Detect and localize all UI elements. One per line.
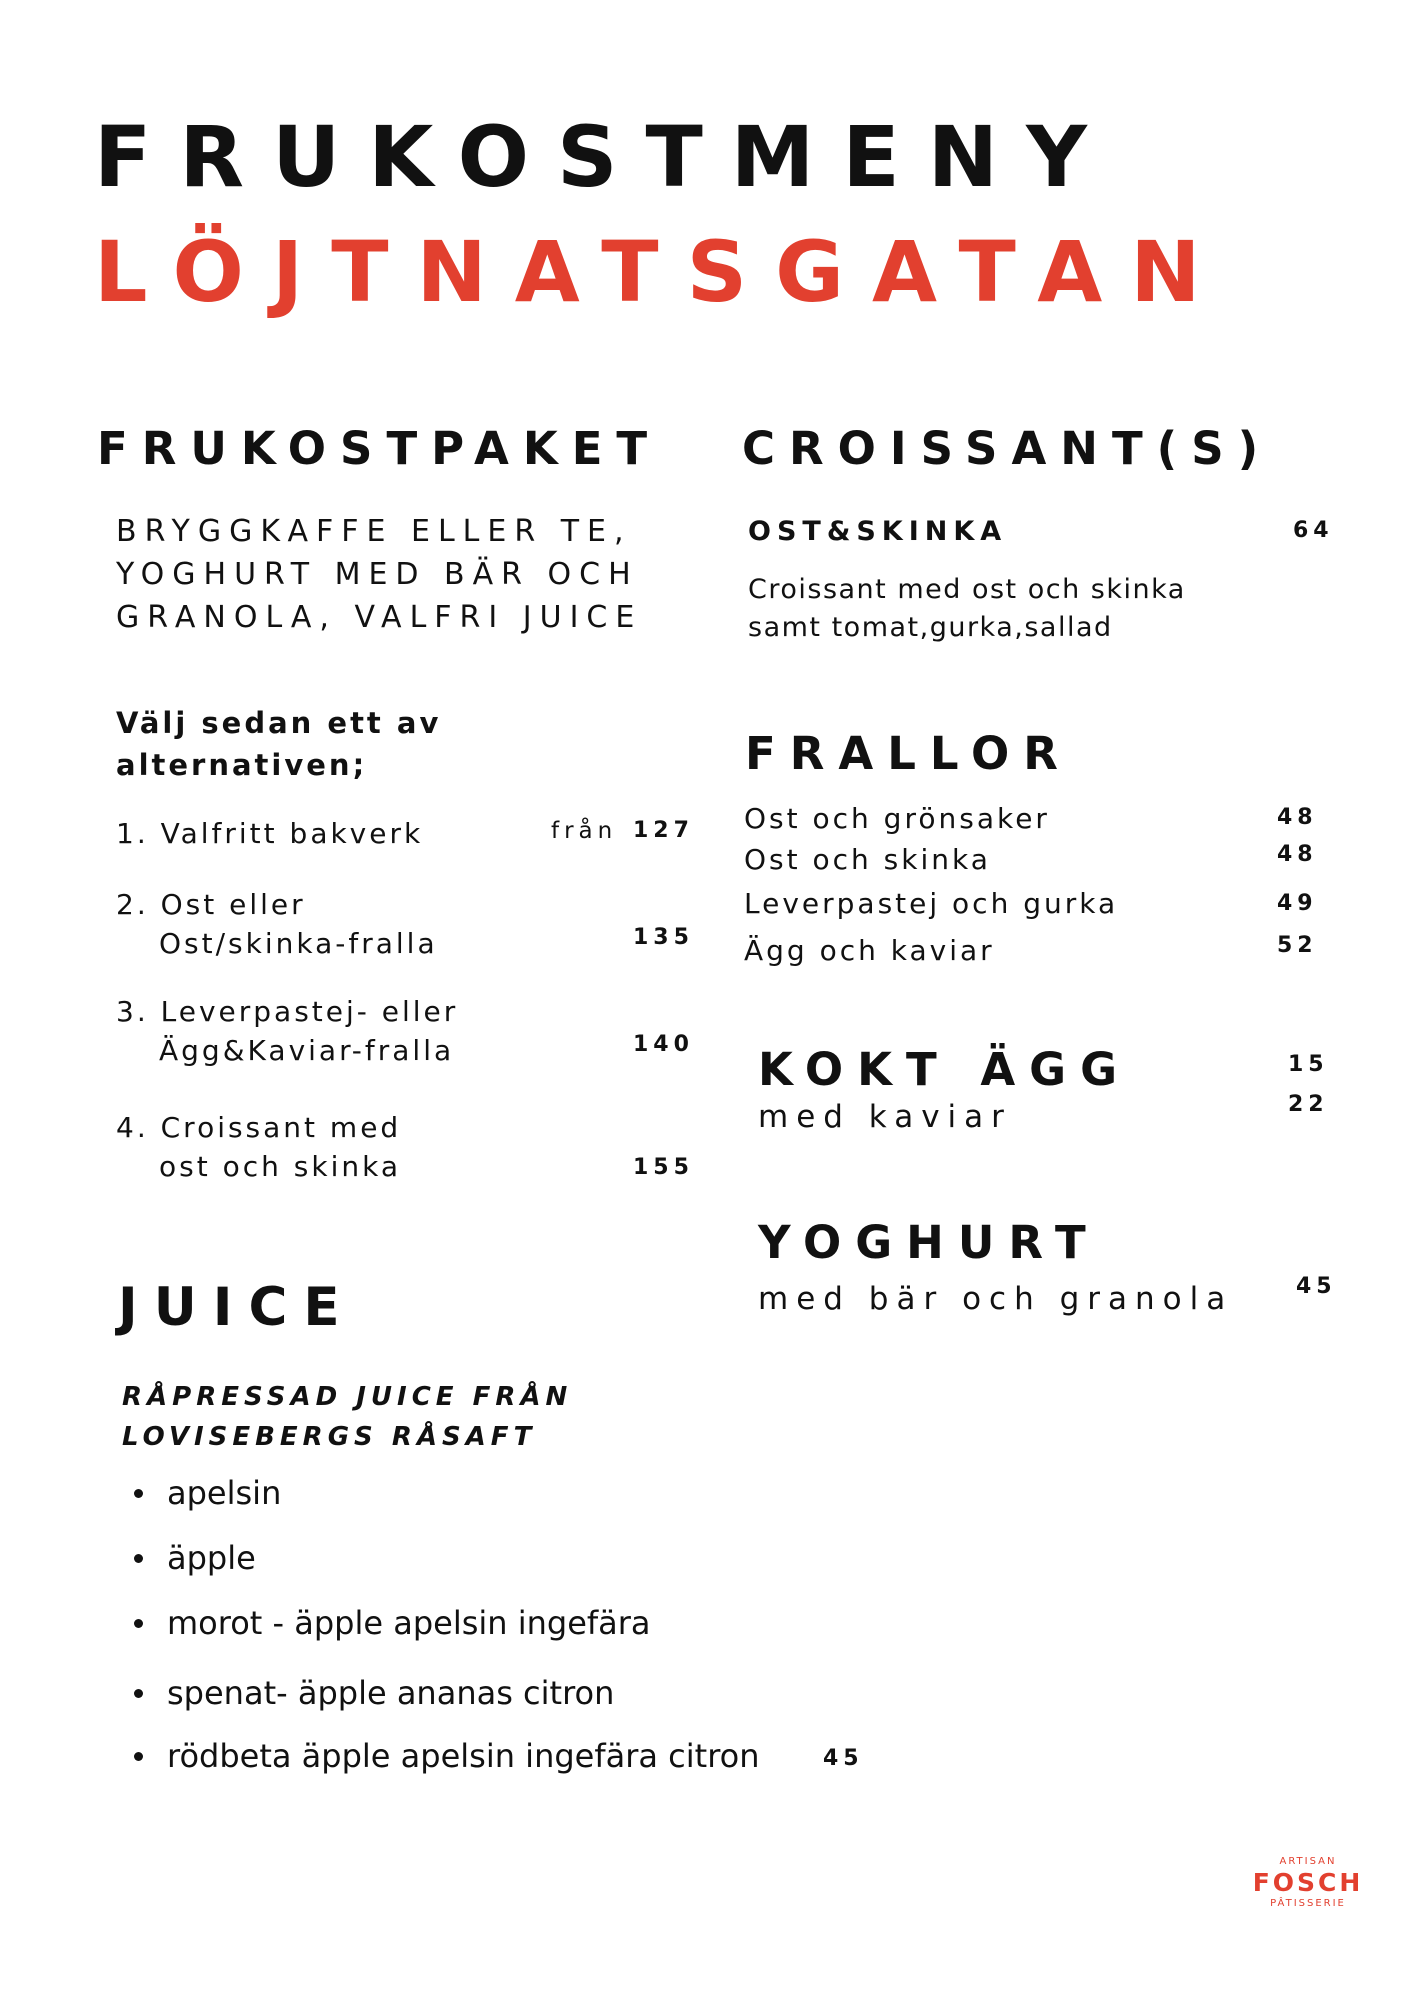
croissant-description: samt tomat,gurka,sallad bbox=[748, 612, 1113, 643]
package-includes-line: YOGHURT MED BÄR OCH bbox=[116, 557, 639, 592]
list-item bbox=[134, 1737, 760, 1775]
option-label: 3. Leverpastej- eller bbox=[116, 995, 459, 1028]
kokt-agg-variant: med kaviar bbox=[758, 1099, 1012, 1135]
logo-name: FOSCH bbox=[1252, 1868, 1364, 1897]
kokt-agg-price: 15 bbox=[1288, 1052, 1329, 1077]
frallor-heading: FRALLOR bbox=[745, 727, 1072, 780]
option-price: 127 bbox=[633, 818, 694, 843]
option-label: 1. Valfritt bakverk bbox=[116, 817, 424, 850]
option-label: 4. Croissant med bbox=[116, 1111, 402, 1144]
frallor-item-name: Ost och skinka bbox=[744, 843, 991, 876]
frallor-item-name: Ägg och kaviar bbox=[744, 934, 995, 967]
frallor-item-price: 48 bbox=[1277, 842, 1318, 867]
package-includes-line: BRYGGKAFFE ELLER TE, bbox=[116, 514, 632, 549]
list-item bbox=[134, 1474, 282, 1512]
juice-item: spenat- äpple ananas citron bbox=[167, 1674, 615, 1712]
option-price-prefix: från bbox=[551, 818, 618, 844]
option-price: 135 bbox=[633, 925, 694, 950]
option-label: 2. Ost eller bbox=[116, 888, 306, 921]
list-item bbox=[134, 1604, 651, 1642]
croissant-description: Croissant med ost och skinka bbox=[748, 574, 1186, 605]
frukostpaket-heading: FRUKOSTPAKET bbox=[97, 422, 662, 475]
frallor-item-name: Ost och grönsaker bbox=[744, 802, 1050, 835]
juice-heading: JUICE bbox=[118, 1277, 356, 1338]
frallor-item-price: 49 bbox=[1277, 891, 1318, 916]
package-includes-line: GRANOLA, VALFRI JUICE bbox=[116, 600, 643, 635]
juice-item: äpple bbox=[167, 1539, 256, 1577]
choose-text: Välj sedan ett av bbox=[116, 706, 442, 740]
list-item bbox=[134, 1674, 615, 1712]
list-item bbox=[134, 1539, 256, 1577]
bullet-icon bbox=[134, 1689, 143, 1698]
option-price: 140 bbox=[633, 1032, 694, 1057]
frallor-item-name: Leverpastej och gurka bbox=[744, 887, 1119, 920]
option-label: ost och skinka bbox=[159, 1150, 401, 1183]
option-price: 155 bbox=[633, 1155, 694, 1180]
bullet-icon bbox=[134, 1554, 143, 1563]
juice-item: morot - äpple apelsin ingefära bbox=[167, 1604, 651, 1642]
bullet-icon bbox=[134, 1619, 143, 1628]
kokt-agg-variant-price: 22 bbox=[1288, 1092, 1329, 1117]
fosch-logo bbox=[1248, 1855, 1368, 1911]
frallor-item-price: 48 bbox=[1277, 805, 1318, 830]
juice-price: 45 bbox=[823, 1746, 864, 1771]
yoghurt-price: 45 bbox=[1296, 1274, 1337, 1299]
logo-bottom-text: PÂTISSERIE bbox=[1270, 1898, 1346, 1909]
juice-item: apelsin bbox=[167, 1474, 282, 1512]
kokt-agg-heading: KOKT ÄGG bbox=[758, 1043, 1132, 1096]
yoghurt-heading: YOGHURT bbox=[758, 1216, 1100, 1269]
bullet-icon bbox=[134, 1752, 143, 1761]
croissant-item-price: 64 bbox=[1293, 518, 1334, 543]
bullet-icon bbox=[134, 1489, 143, 1498]
croissant-item-name: OST&SKINKA bbox=[748, 516, 1008, 547]
location-title: LÖJTNATSGATAN bbox=[94, 223, 1229, 321]
croissant-heading: CROISSANT(S) bbox=[742, 422, 1273, 475]
option-label: Ost/skinka-fralla bbox=[159, 927, 438, 960]
yoghurt-description: med bär och granola bbox=[758, 1281, 1234, 1317]
menu-title: FRUKOSTMENY bbox=[94, 108, 1115, 206]
option-label: Ägg&Kaviar-fralla bbox=[159, 1034, 455, 1067]
juice-item: rödbeta äpple apelsin ingefära citron bbox=[167, 1737, 760, 1775]
frallor-item-price: 52 bbox=[1277, 933, 1318, 958]
juice-subtitle: RÅPRESSAD JUICE FRÅN bbox=[122, 1382, 573, 1412]
juice-subtitle: LOVISEBERGS RÅSAFT bbox=[122, 1422, 537, 1452]
logo-top-text: ARTISAN bbox=[1279, 1856, 1337, 1867]
choose-text: alternativen; bbox=[116, 748, 368, 782]
